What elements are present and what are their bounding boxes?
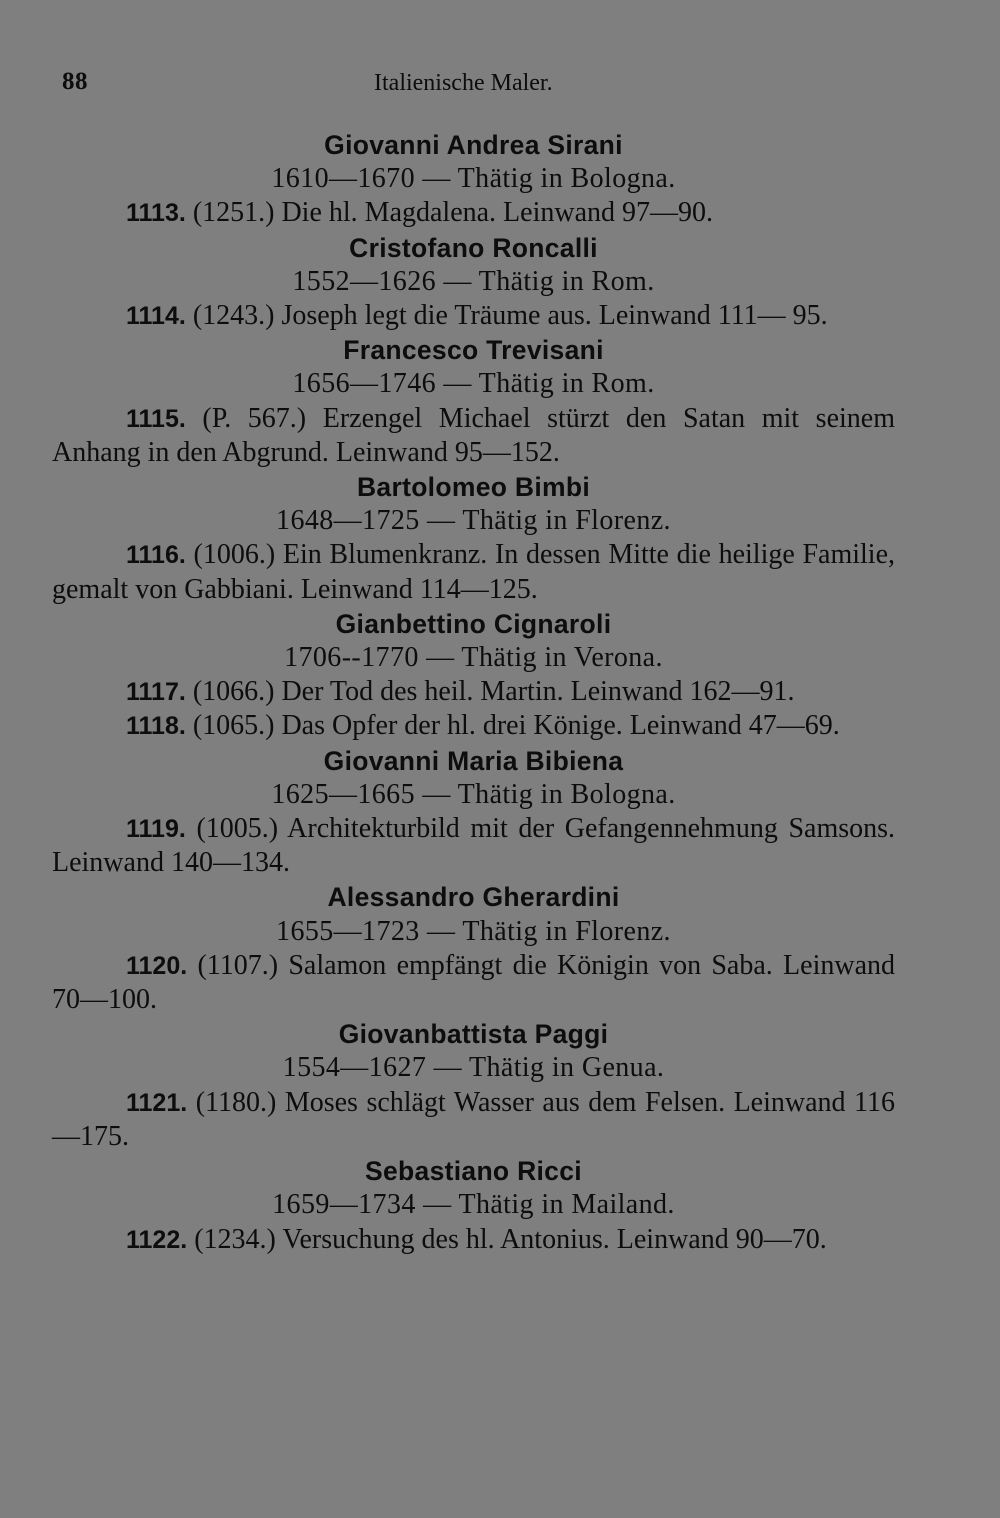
artist-name: Giovanni Maria Bibiena [323, 745, 624, 776]
entry-number: 1115. [126, 404, 186, 433]
catalog-entry [52, 812, 895, 880]
artist-name: Bartolomeo Bimbi [356, 472, 590, 503]
catalog-entry [52, 196, 895, 230]
entry-text: (1107.) Salamon empfängt die Königin von Saba. Leinwand 70—100. [52, 949, 895, 1016]
entry-number: 1117. [126, 678, 186, 707]
entry-text: (1066.) Der Tod des heil. Martin. Leinwand 162—91. [192, 676, 795, 708]
entry-text: (1243.) Joseph legt die Träume aus. Leinwand 111— 95. [192, 300, 828, 332]
artist-dates: 1610—1670 — Thätig in Bologna. [271, 163, 676, 195]
catalog-entry [52, 402, 895, 470]
entry-number: 1116. [126, 541, 186, 570]
artist-section [52, 744, 895, 881]
catalog-entry [52, 949, 895, 1017]
catalog-content [52, 128, 895, 1257]
artist-dates: 1655—1723 — Thätig in Florenz. [276, 915, 671, 947]
entry-text: (1006.) Ein Blumenkranz. In dessen Mitte die heilige Familie, gemalt von Gabbiani. Leinwand 114—125. [52, 539, 896, 605]
entry-text: (P. 567.) Erzengel Michael stürzt den Satan mit seinem Anhang in den Abgrund. Leinwand 95—152. [52, 402, 895, 468]
artist-name: Sebastiano Ricci [365, 1156, 582, 1187]
catalog-entry [52, 538, 895, 606]
entry-number: 1119. [126, 815, 186, 844]
artist-name: Francesco Trevisani [343, 335, 604, 366]
artist-section [52, 333, 895, 470]
catalog-entry [52, 299, 895, 333]
entry-number: 1121. [126, 1088, 188, 1117]
entry-number: 1120. [126, 951, 188, 980]
artist-section [52, 1154, 895, 1257]
artist-section [52, 470, 895, 607]
artist-name: Gianbettino Cignaroli [335, 608, 612, 639]
artist-dates: 1552—1626 — Thätig in Rom. [292, 265, 655, 297]
entry-number: 1113. [126, 199, 186, 228]
entry-text: (1180.) Moses schlägt Wasser aus dem Felsen. Leinwand 116—175. [52, 1086, 896, 1152]
entry-text: (1251.) Die hl. Magdalena. Leinwand 97—90. [192, 197, 714, 229]
catalog-entry [52, 1223, 895, 1257]
catalog-entry [52, 675, 895, 709]
entry-number: 1122. [126, 1225, 188, 1254]
artist-name: Alessandro Gherardini [327, 882, 620, 913]
artist-section [52, 231, 895, 334]
artist-name: Giovanbattista Paggi [338, 1019, 609, 1050]
artist-section [52, 880, 895, 1017]
entry-text: (1005.) Architekturbild mit der Gefangennehmung Samsons. Leinwand 140—134. [52, 813, 896, 879]
artist-name: Giovanni Andrea Sirani [324, 130, 623, 160]
entry-text: (1065.) Das Opfer der hl. drei Könige. Leinwand 47—69. [192, 710, 840, 742]
catalog-entry [52, 1086, 895, 1154]
page-number: 88 [62, 68, 88, 95]
entry-number: 1118. [126, 712, 186, 741]
artist-dates: 1659—1734 — Thätig in Mailand. [272, 1189, 675, 1221]
artist-dates: 1656—1746 — Thätig in Rom. [292, 368, 655, 400]
entry-number: 1114. [126, 302, 186, 331]
artist-dates: 1706--1770 — Thätig in Verona. [284, 642, 663, 674]
running-head-title: Italienische Maler. [374, 70, 553, 96]
artist-name: Cristofano Roncalli [349, 232, 598, 263]
catalog-entry [52, 709, 895, 743]
entry-text: (1234.) Versuchung des hl. Antonius. Leinwand 90—70. [194, 1223, 827, 1255]
artist-section [52, 607, 895, 744]
artist-dates: 1648—1725 — Thätig in Florenz. [276, 505, 671, 537]
artist-section [52, 1017, 895, 1154]
artist-section [52, 128, 895, 231]
artist-dates: 1554—1627 — Thätig in Genua. [282, 1052, 665, 1084]
artist-dates: 1625—1665 — Thätig in Bologna. [271, 778, 676, 810]
running-head [0, 64, 1000, 108]
